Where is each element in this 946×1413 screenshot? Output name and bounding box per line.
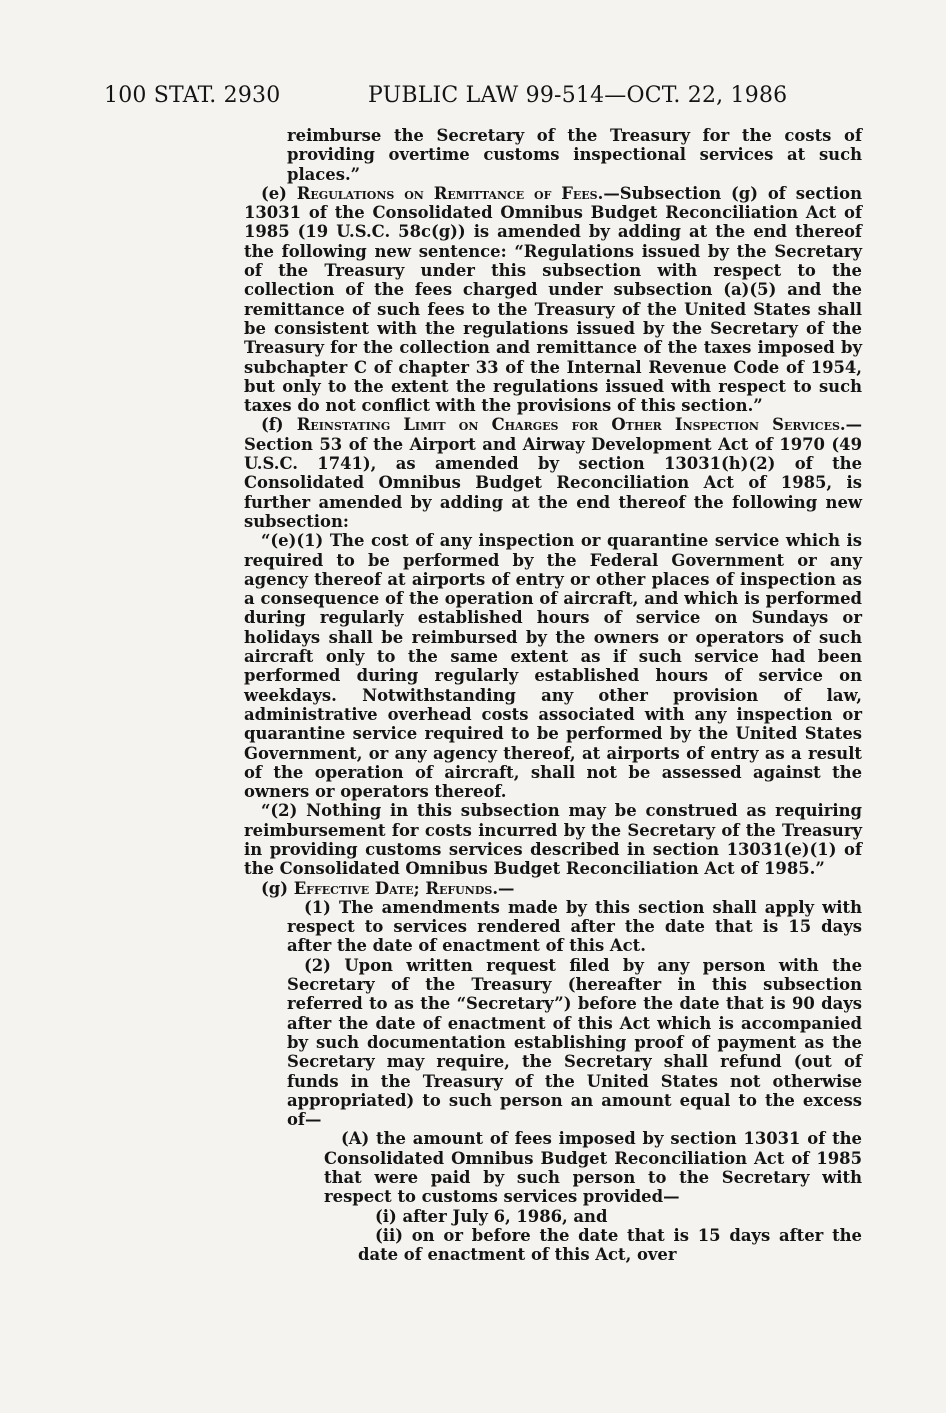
subsection-g-text: — — [498, 878, 515, 898]
clause-ii: (ii) on or before the date that is 15 days after the date of enactment of this Act, over — [358, 1225, 862, 1265]
subsection-e-text: —Subsection (g) of section 13031 of the Consolidated Omnibus Budget Reconciliation Act of 1985 (19 U.S.C. 58c(g)) is amended by adding at the end thereof the following new sentence: “Regulations issued by the Secretary of the Treasury under this subsection with respect to the collection of the fees charged under subsection (a)(5) and the remittance of such fees to the Treasury of the United States shall be consistent with the regulations issued by the Secretary of the Treasury for the collection and remittance of the taxes imposed by subchapter C of chapter 33 of the Internal Revenue Code of 1954, but only to the extent the regulations issued with respect to such taxes do not conflict with the provisions of this section.” — [244, 183, 862, 416]
subsection-g-label: (g) — [261, 878, 294, 898]
statute-body — [244, 126, 862, 1265]
subparagraph-a: (A) the amount of fees imposed by section 13031 of the Consolidated Omnibus Budget Reconciliation Act of 1985 that were paid by such person to the Secretary with respect to customs services provided— — [324, 1129, 862, 1207]
paragraph-continuation: reimburse the Secretary of the Treasury for the costs of providing overtime customs inspectional services at such places.” — [287, 126, 862, 184]
subsection-e — [244, 184, 862, 416]
subsection-e-label: (e) — [261, 183, 297, 203]
clause-i: (i) after July 6, 1986, and — [375, 1206, 608, 1226]
quoted-paragraph-e1: “(e)(1) The cost of any inspection or quarantine service which is required to be performed by the Federal Government or any agency thereof at airports of entry or other places of inspection as a consequence of the operation of aircraft, and which is performed during regularly established hours of service on Sundays or holidays shall be reimbursed by the owners or operators of such aircraft only to the same extent as if such service had been performed during regularly established hours of service on weekdays. Notwithstanding any other provision of law, administrative overhead costs associated with any inspection or quarantine service required to be performed by the United States Government, or any agency thereof, at airports of entry as a result of the operation of aircraft, shall not be assessed against the owners or operators thereof. — [244, 531, 862, 802]
statute-page-reference: 100 STAT. 2930 — [104, 83, 281, 108]
subsection-f-heading: Reinstating Limit on Charges for Other Inspection Services. — [296, 415, 846, 435]
subsection-f — [244, 415, 862, 531]
subsection-e-heading: Regulations on Remittance of Fees. — [296, 183, 604, 203]
subsection-g-heading: Effective Date; Refunds. — [293, 878, 499, 898]
subsection-f-text: —Section 53 of the Airport and Airway Development Act of 1970 (49 U.S.C. 1741), as amended by section 13031(h)(2) of the Consolidated Omnibus Budget Reconciliation Act of 1985, is further amended by adding at the end thereof the following new subsection: — [244, 415, 862, 531]
quoted-paragraph-2: “(2) Nothing in this subsection may be construed as requiring reimbursement for costs incurred by the Secretary of the Treasury in providing customs services described in section 13031(e)(1) of the Consolidated Omnibus Budget Reconciliation Act of 1985.” — [244, 801, 862, 879]
public-law-header: PUBLIC LAW 99-514—OCT. 22, 1986 — [368, 83, 788, 108]
subsection-g — [244, 879, 862, 898]
subsection-f-label: (f) — [261, 415, 297, 435]
paragraph-g1: (1) The amendments made by this section shall apply with respect to services rendered after the date that is 15 days after the date of enactment of this Act. — [287, 897, 862, 956]
paragraph-g2: (2) Upon written request filed by any person with the Secretary of the Treasury (hereafter in this subsection referred to as the “Secretary”) before the date that is 90 days after the date of enactment of this Act which is accompanied by such documentation establishing proof of payment as the Secretary may require, the Secretary shall refund (out of funds in the Treasury of the United States not otherwise appropriated) to such person an amount equal to the excess of— — [287, 955, 862, 1130]
